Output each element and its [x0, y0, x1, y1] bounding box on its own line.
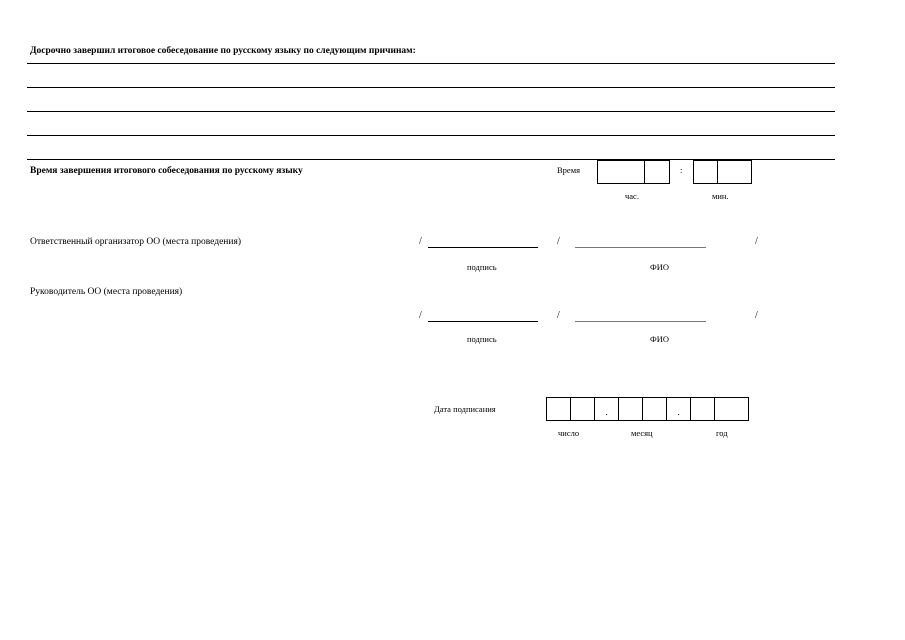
- organizer-signature-line[interactable]: [428, 247, 538, 248]
- organizer-signature-caption: подпись: [467, 262, 497, 272]
- organizer-slash-2: /: [557, 236, 560, 247]
- day-cell-1[interactable]: [547, 398, 571, 420]
- month-caption: месяц: [631, 428, 653, 438]
- date-dot-cell-1: [595, 398, 619, 420]
- day-cell-2[interactable]: [571, 398, 595, 420]
- organizer-slash-3: /: [755, 236, 758, 247]
- organizer-name-caption: ФИО: [650, 262, 669, 272]
- minutes-caption: мин.: [712, 191, 729, 201]
- head-slash-3: /: [755, 310, 758, 321]
- minutes-grid: [693, 160, 752, 184]
- month-cell-1[interactable]: [619, 398, 643, 420]
- signing-date-label: Дата подписания: [434, 404, 496, 414]
- hours-caption: час.: [625, 191, 639, 201]
- minutes-units-cell[interactable]: [718, 161, 751, 183]
- reason-line-2[interactable]: [27, 87, 835, 88]
- organizer-name-line[interactable]: [575, 247, 706, 248]
- early-completion-label: Досрочно завершил итоговое собеседование по русскому языку по следующим причинам:: [30, 46, 416, 56]
- head-name-line[interactable]: [575, 321, 706, 322]
- date-dot-2: .: [677, 407, 680, 417]
- year-cell-1[interactable]: [691, 398, 715, 420]
- time-separator: :: [680, 165, 683, 175]
- year-caption: год: [716, 428, 728, 438]
- end-time-label: Время завершения итогового собеседования по русскому языку: [30, 166, 303, 176]
- year-cell-2[interactable]: [715, 398, 748, 420]
- head-label: Руководитель ОО (места проведения): [30, 287, 183, 297]
- organizer-slash-1: /: [419, 236, 422, 247]
- head-slash-2: /: [557, 310, 560, 321]
- head-signature-caption: подпись: [467, 334, 497, 344]
- organizer-label: Ответственный организатор ОО (места проведения): [30, 237, 242, 247]
- head-slash-1: /: [419, 310, 422, 321]
- reason-line-1[interactable]: [27, 63, 835, 64]
- signing-date-grid: [546, 397, 749, 421]
- time-label: Время: [557, 165, 580, 175]
- hours-tens-cell[interactable]: [598, 161, 645, 183]
- head-signature-line[interactable]: [428, 321, 538, 322]
- month-cell-2[interactable]: [643, 398, 667, 420]
- reason-line-4[interactable]: [27, 135, 835, 136]
- head-name-caption: ФИО: [650, 334, 669, 344]
- hours-grid: [597, 160, 670, 184]
- day-caption: число: [558, 428, 580, 438]
- hours-units-cell[interactable]: [645, 161, 669, 183]
- minutes-tens-cell[interactable]: [694, 161, 718, 183]
- date-dot-cell-2: [667, 398, 691, 420]
- date-dot-1: .: [605, 407, 608, 417]
- reason-line-3[interactable]: [27, 111, 835, 112]
